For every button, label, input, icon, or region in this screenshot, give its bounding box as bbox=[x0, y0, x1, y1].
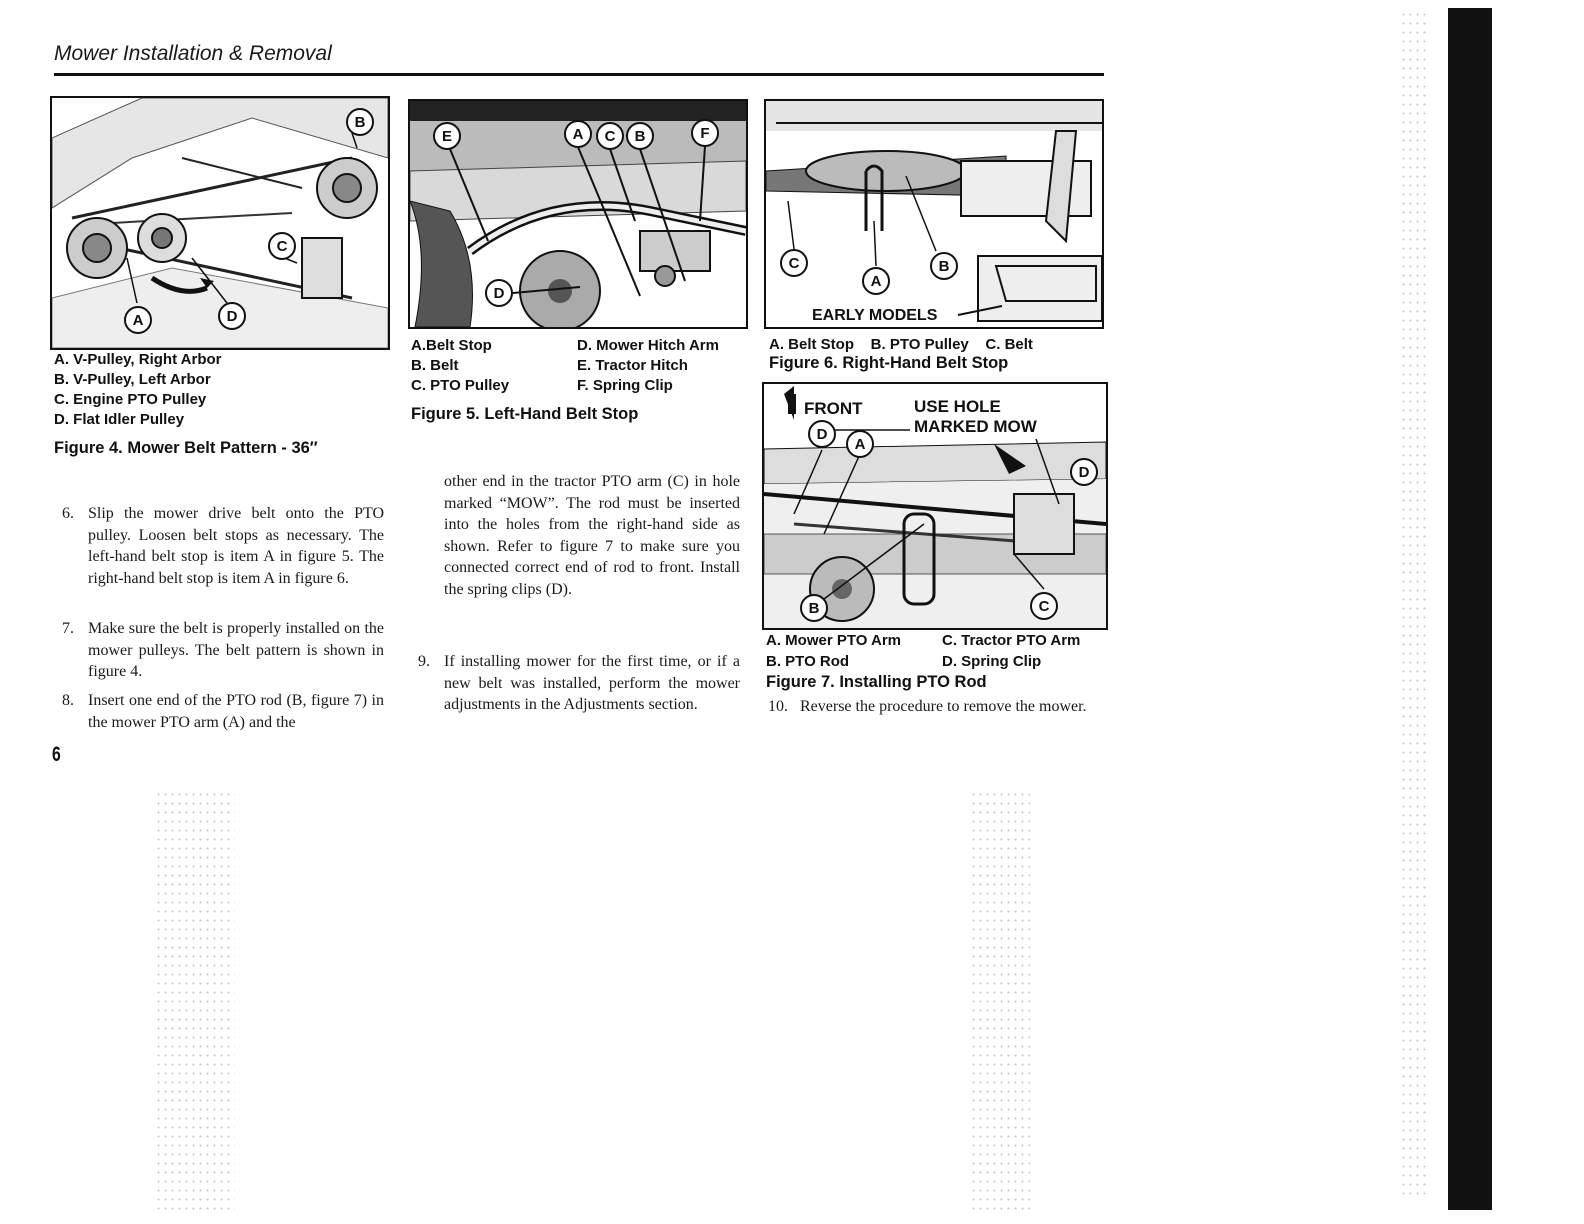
figure-7-note-line2: MARKED MOW bbox=[914, 417, 1037, 436]
figure-6-legend: A. Belt Stop B. PTO Pulley C. Belt bbox=[769, 336, 1033, 353]
figure-7-callout-d-right bbox=[1071, 459, 1097, 485]
figure-5-legend-right bbox=[577, 336, 719, 396]
figure-7-title: Figure 7. Installing PTO Rod bbox=[766, 673, 987, 691]
figure-7-legend-right bbox=[942, 630, 1080, 672]
figure-4-callout-d bbox=[219, 303, 245, 329]
figure-5-callout-f bbox=[692, 120, 718, 146]
legend-item: F. Spring Clip bbox=[577, 377, 673, 394]
figure-7-callout-a bbox=[847, 431, 873, 457]
figure-6-callout-c bbox=[781, 250, 807, 276]
figure-6-early-models-label: EARLY MODELS bbox=[812, 307, 938, 324]
page-header-title: Mower Installation & Removal bbox=[54, 42, 332, 65]
step-number: 9. bbox=[418, 653, 430, 670]
figure-5-callout-e bbox=[434, 123, 460, 149]
figure-6-title: Figure 6. Right-Hand Belt Stop bbox=[769, 354, 1009, 372]
legend-item: C. Engine PTO Pulley bbox=[54, 391, 207, 408]
svg-text:D: D bbox=[1078, 464, 1090, 481]
legend-item: C. PTO Pulley bbox=[411, 377, 510, 394]
legend-item: A.Belt Stop bbox=[411, 337, 492, 354]
figure-7-callout-b bbox=[801, 595, 827, 621]
step-number: 10. bbox=[768, 698, 788, 715]
step-number: 8. bbox=[62, 692, 74, 709]
legend-item: A. Mower PTO Arm bbox=[766, 632, 902, 649]
scan-speckle bbox=[970, 790, 1030, 1210]
legend-item: B. V-Pulley, Left Arbor bbox=[54, 371, 211, 388]
step-text: Slip the mower drive belt onto the PTO pulley. Loosen belt stops as necessary. The left-hand belt stop is item A in figure 5. The right-hand belt stop is item A in figure 6. bbox=[88, 505, 384, 587]
figure-4-callout-b bbox=[347, 109, 373, 135]
svg-text:F: F bbox=[700, 125, 710, 142]
figure-4-callout-a bbox=[125, 307, 151, 333]
svg-text:E: E bbox=[441, 128, 453, 145]
figure-4-legend bbox=[54, 350, 222, 430]
svg-text:B: B bbox=[354, 114, 366, 131]
step-text: Insert one end of the PTO rod (B, figure 7) in the mower PTO arm (A) and the bbox=[88, 692, 384, 731]
figure-6-callout-b bbox=[931, 253, 957, 279]
figure-4-callout-c bbox=[269, 233, 295, 259]
step-text: Reverse the procedure to remove the mower. bbox=[800, 698, 1087, 715]
figure-6-callout-a bbox=[863, 268, 889, 294]
figure-5-legend-left bbox=[411, 336, 509, 396]
legend-item: D. Mower Hitch Arm bbox=[577, 337, 719, 354]
figure-5-callout-b bbox=[627, 123, 653, 149]
legend-item: D. Flat Idler Pulley bbox=[54, 411, 185, 428]
step-8-continued: other end in the tractor PTO arm (C) in hole marked “MOW”. The rod must be inserted into the holes from the right-hand side as shown. Refer to figure 7 to make sure you connected correct end of rod to front. Install the spring clips (D). bbox=[444, 473, 740, 598]
legend-item: A. V-Pulley, Right Arbor bbox=[54, 351, 222, 368]
figure-5-image bbox=[408, 99, 748, 329]
figure-5-title: Figure 5. Left-Hand Belt Stop bbox=[411, 405, 639, 423]
step-text: Make sure the belt is properly installed on the mower pulleys. The belt pattern is shown in figure 4. bbox=[88, 620, 384, 681]
svg-text:A: A bbox=[870, 273, 882, 290]
scan-edge-bar bbox=[1448, 8, 1492, 1210]
svg-text:C: C bbox=[604, 128, 616, 145]
svg-text:C: C bbox=[276, 238, 288, 255]
svg-text:D: D bbox=[493, 285, 505, 302]
figure-4-title: Figure 4. Mower Belt Pattern - 36″ bbox=[54, 439, 318, 457]
legend-item: B. PTO Rod bbox=[766, 653, 850, 670]
figure-7-note-line1: USE HOLE bbox=[914, 397, 1001, 416]
svg-text:D: D bbox=[816, 426, 828, 443]
legend-item: B. Belt bbox=[411, 357, 459, 374]
page-number: 6 bbox=[52, 743, 61, 766]
figure-7-callout-c bbox=[1031, 593, 1057, 619]
figure-7-front-label: FRONT bbox=[804, 399, 863, 418]
figure-5-callout-a bbox=[565, 121, 591, 147]
legend-item: C. Tractor PTO Arm bbox=[942, 632, 1081, 649]
step-text: If installing mower for the first time, or if a new belt was installed, perform the mower adjustments in the Adjustments section. bbox=[444, 653, 740, 714]
scan-speckle bbox=[1400, 10, 1430, 1200]
svg-text:D: D bbox=[226, 308, 238, 325]
figure-7-legend-left bbox=[766, 630, 901, 672]
figure-5-callout-d bbox=[486, 280, 512, 306]
svg-text:C: C bbox=[788, 255, 800, 272]
figure-6-image bbox=[764, 99, 1104, 329]
svg-text:A: A bbox=[854, 436, 866, 453]
svg-text:B: B bbox=[808, 600, 820, 617]
step-number: 7. bbox=[62, 620, 74, 637]
svg-text:A: A bbox=[572, 126, 584, 143]
legend-item: D. Spring Clip bbox=[942, 653, 1042, 670]
legend-item: E. Tractor Hitch bbox=[577, 357, 688, 374]
figure-7-image bbox=[762, 382, 1108, 630]
figure-7-callout-d-top bbox=[809, 421, 835, 447]
header-rule bbox=[54, 73, 1104, 76]
step-number: 6. bbox=[62, 505, 74, 522]
figure-4-image bbox=[50, 96, 390, 350]
svg-text:B: B bbox=[938, 258, 950, 275]
svg-text:A: A bbox=[132, 312, 144, 329]
svg-text:C: C bbox=[1038, 598, 1050, 615]
svg-text:B: B bbox=[634, 128, 646, 145]
figure-5-callout-c bbox=[597, 123, 623, 149]
scan-speckle bbox=[155, 790, 235, 1210]
